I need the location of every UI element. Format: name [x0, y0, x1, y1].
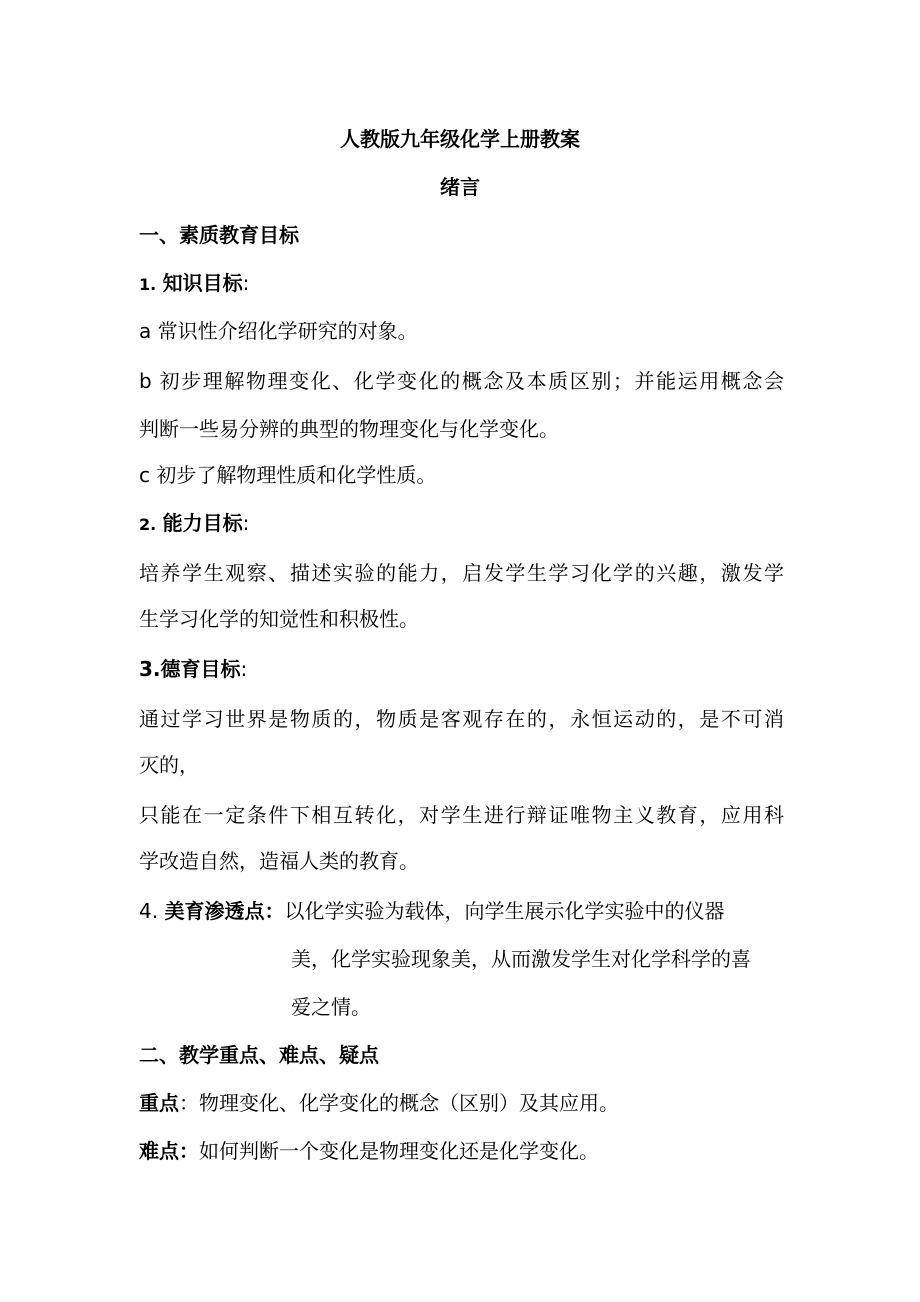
key-point-colon: ： — [179, 1091, 199, 1115]
aesthetic-number: 4. — [139, 899, 159, 923]
knowledge-item-b — [139, 368, 784, 394]
difficulty-line — [139, 1138, 599, 1164]
knowledge-goal-heading — [139, 270, 249, 298]
document-title: 人教版九年级化学上册教案 — [340, 127, 580, 151]
section-1-heading: 一、素质教育目标 — [139, 223, 299, 247]
aesthetic-text-line-2: 美，化学实验现象美，从而激发学生对化学科学的喜 — [291, 947, 751, 971]
moral-text-line-3-inner: 只能在一定条件下相互转化，对学生进行辩证唯物主义教育，应用科 — [139, 803, 784, 827]
difficulty-text: 如何判断一个变化是物理变化还是化学变化。 — [199, 1139, 599, 1163]
ability-goal-label: 能力目标 — [162, 511, 243, 535]
ability-goal-number: 2. — [139, 515, 157, 534]
moral-goal-heading — [139, 656, 247, 682]
ability-text-line-1 — [139, 560, 784, 586]
knowledge-goal-number: 1. — [139, 275, 157, 294]
section-2-heading: 二、教学重点、难点、疑点 — [139, 1043, 379, 1067]
aesthetic-text-line-3: 爱之情。 — [291, 995, 371, 1019]
key-point-line — [139, 1090, 619, 1116]
key-point-text: 物理变化、化学变化的概念（区别）及其应用。 — [199, 1091, 619, 1115]
difficulty-label: 难点： — [139, 1139, 199, 1163]
aesthetic-text-line-1: 以化学实验为载体，向学生展示化学实验中的仪器 — [284, 899, 725, 923]
key-point-label: 重点 — [139, 1091, 179, 1115]
knowledge-goal-label: 知识目标 — [162, 271, 243, 295]
ability-goal-heading — [139, 510, 249, 538]
ability-text-line-1-inner: 培养学生观察、描述实验的能力，启发学生学习化学的兴趣，激发学 — [139, 561, 784, 585]
aesthetic-label: 美育渗透点： — [164, 899, 285, 923]
moral-goal-colon: : — [240, 657, 248, 681]
ability-text-line-2: 生学习化学的知觉性和积极性。 — [139, 607, 419, 631]
aesthetic-heading — [139, 898, 724, 924]
knowledge-goal-colon: : — [242, 271, 250, 295]
moral-goal-label: 3.德育目标 — [139, 657, 241, 681]
knowledge-item-b-line: b 初步理解物理变化、化学变化的概念及本质区别；并能运用概念会 — [139, 369, 784, 393]
knowledge-item-c: c 初步了解物理性质和化学性质。 — [139, 463, 437, 487]
moral-text-line-4: 学改造自然，造福人类的教育。 — [139, 849, 419, 873]
knowledge-item-a: a 常识性介绍化学研究的对象。 — [139, 319, 418, 343]
moral-text-line-1-inner: 通过学习世界是物质的，物质是客观存在的，永恒运动的，是不可消 — [139, 707, 784, 731]
moral-text-line-1 — [139, 706, 784, 732]
ability-goal-colon: : — [242, 511, 250, 535]
moral-text-line-2: 灭的， — [139, 753, 199, 777]
document-subtitle: 绪言 — [440, 175, 480, 199]
knowledge-item-b-cont: 判断一些易分辨的典型的物理变化与化学变化。 — [139, 417, 559, 441]
moral-text-line-3 — [139, 802, 784, 828]
